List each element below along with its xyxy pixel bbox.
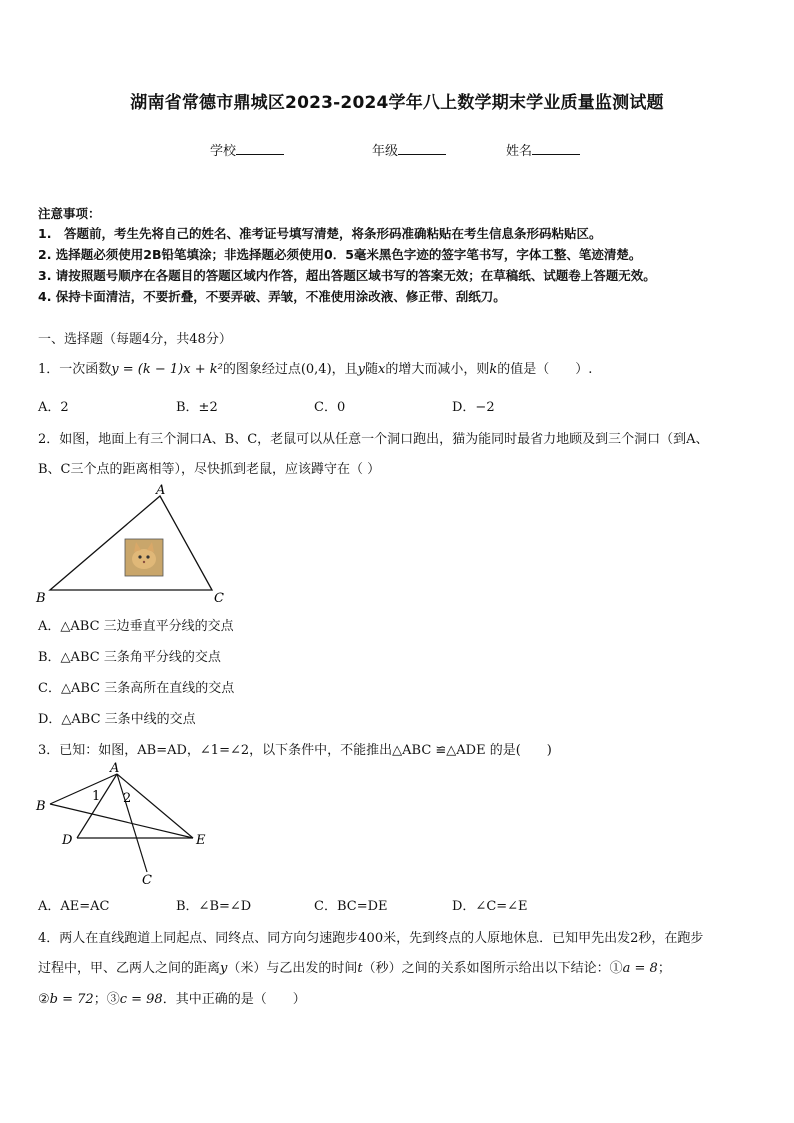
page-title: 湖南省常德市鼎城区2023-2024学年八上数学期末学业质量监测试题 xyxy=(130,93,664,113)
q3-figure xyxy=(30,760,230,890)
q2-option-a[interactable]: A．△ABC 三边垂直平分线的交点 xyxy=(38,619,234,634)
q1-y: y xyxy=(357,362,366,377)
school-label: 学校 xyxy=(210,144,237,159)
q4-var-t: t xyxy=(357,961,363,976)
label-e: E xyxy=(196,833,206,848)
label-c: C xyxy=(214,591,224,604)
q3-option-a[interactable]: A．AE=AC xyxy=(38,899,110,914)
note-item-1: 1. 答题前，考生先将自己的姓名、准考证号填写清楚，将条形码准确粘贴在考生信息条形码粘贴区。 xyxy=(38,226,602,241)
label-a: A xyxy=(156,483,166,498)
question-1 xyxy=(38,358,592,377)
label-c: C xyxy=(142,873,152,888)
q2-stem-line-2: B、C三个点的距离相等），尽快抓到老鼠，应该蹲守在（ ） xyxy=(38,462,381,477)
q3-option-c[interactable]: C．BC=DE xyxy=(314,899,388,914)
label-a: A xyxy=(110,761,120,776)
q4-stem-line-1: 4．两人在直线跑道上同起点、同终点、同方向匀速跑步400米，先到终点的人原地休息．已知甲先出发2秒，在跑步 xyxy=(38,931,704,946)
q1-end: 的值是（ ）. xyxy=(497,362,593,377)
q1-option-a[interactable]: A．2 xyxy=(38,400,69,415)
q4-conclusion-1: a = 8 xyxy=(622,961,658,976)
angle-1-label: 1 xyxy=(92,789,101,804)
q1-option-b[interactable]: B．±2 xyxy=(176,400,218,415)
q3-stem: 3．已知：如图，AB=AD，∠1=∠2，以下条件中，不能推出△ABC ≌△ADE 的是( ) xyxy=(38,743,552,758)
label-d: D xyxy=(62,833,73,848)
q2-option-c[interactable]: C．△ABC 三条高所在直线的交点 xyxy=(38,681,235,696)
q1-option-d[interactable]: D．−2 xyxy=(452,400,495,415)
q4-text-b: （米）与乙出发的时间 xyxy=(227,961,358,976)
q1-option-c[interactable]: C．0 xyxy=(314,400,346,415)
q2-stem-line-1: 2．如图，地面上有三个洞口A、B、C，老鼠可以从任意一个洞口跑出，猫为能同时最省力地顾及到三个洞口（到A、 xyxy=(38,432,709,447)
label-b: B xyxy=(36,591,46,604)
q4-text-e: ；③ xyxy=(93,992,120,1007)
school-blank[interactable] xyxy=(236,142,284,155)
q4-semicolon: ； xyxy=(657,961,671,976)
q4-stem-line-2 xyxy=(38,957,671,976)
note-item-3: 3. 请按照题号顺序在各题目的答题区域内作答，超出答题区域书写的答案无效；在草稿纸、试题卷上答题无效。 xyxy=(38,268,656,283)
cat-image xyxy=(125,539,163,576)
q3-option-b[interactable]: B．∠B=∠D xyxy=(176,899,252,914)
q1-mid: 的图象经过点 xyxy=(222,362,301,377)
q4-text-a: 过程中，甲、乙两人之间的距离 xyxy=(38,961,221,976)
q1-formula: y = (k − 1)x + k² xyxy=(111,362,223,377)
name-field[interactable] xyxy=(506,140,580,159)
note-item-2: 2. 选择题必须使用2B铅笔填涂；非选择题必须使用0．5毫米黑色字迹的签字笔书写，字体工整、笔迹清楚。 xyxy=(38,247,642,262)
grade-field[interactable] xyxy=(372,140,446,159)
q4-var-y: y xyxy=(220,961,228,976)
name-blank[interactable] xyxy=(532,142,580,155)
q4-text-d: ② xyxy=(38,992,50,1007)
q1-point: (0,4) xyxy=(300,362,332,377)
note-item-4: 4. 保持卡面清洁，不要折叠，不要弄破、弄皱，不准使用涂改液、修正带、刮纸刀。 xyxy=(38,289,506,304)
angle-2-label: 2 xyxy=(123,791,132,806)
school-field[interactable] xyxy=(210,140,284,159)
q4-text-c: （秒）之间的关系如图所示给出以下结论：① xyxy=(362,961,623,976)
q2-triangle-figure xyxy=(30,482,240,604)
q1-mid3: 随 xyxy=(365,362,379,377)
q2-option-b[interactable]: B．△ABC 三条角平分线的交点 xyxy=(38,650,221,665)
name-label: 姓名 xyxy=(506,144,533,159)
section-heading: 一、选择题（每题4分，共48分） xyxy=(38,332,232,347)
q4-stem-line-3 xyxy=(38,988,306,1007)
notes-heading: 注意事项： xyxy=(38,206,101,221)
q1-k: k xyxy=(489,362,498,377)
q4-conclusion-3: c = 98 xyxy=(119,992,163,1007)
grade-blank[interactable] xyxy=(398,142,446,155)
q1-prefix: 1．一次函数 xyxy=(38,362,112,377)
q4-conclusion-2: b = 72 xyxy=(49,992,94,1007)
q1-x: x xyxy=(378,362,386,377)
q1-mid2: ，且 xyxy=(331,362,358,377)
label-b: B xyxy=(36,799,46,814)
q3-option-d[interactable]: D．∠C=∠E xyxy=(452,899,528,914)
q2-option-d[interactable]: D．△ABC 三条中线的交点 xyxy=(38,712,196,727)
q1-mid4: 的增大而减小，则 xyxy=(385,362,490,377)
grade-label: 年级 xyxy=(372,144,399,159)
q4-text-f: ．其中正确的是（ ） xyxy=(162,992,306,1007)
